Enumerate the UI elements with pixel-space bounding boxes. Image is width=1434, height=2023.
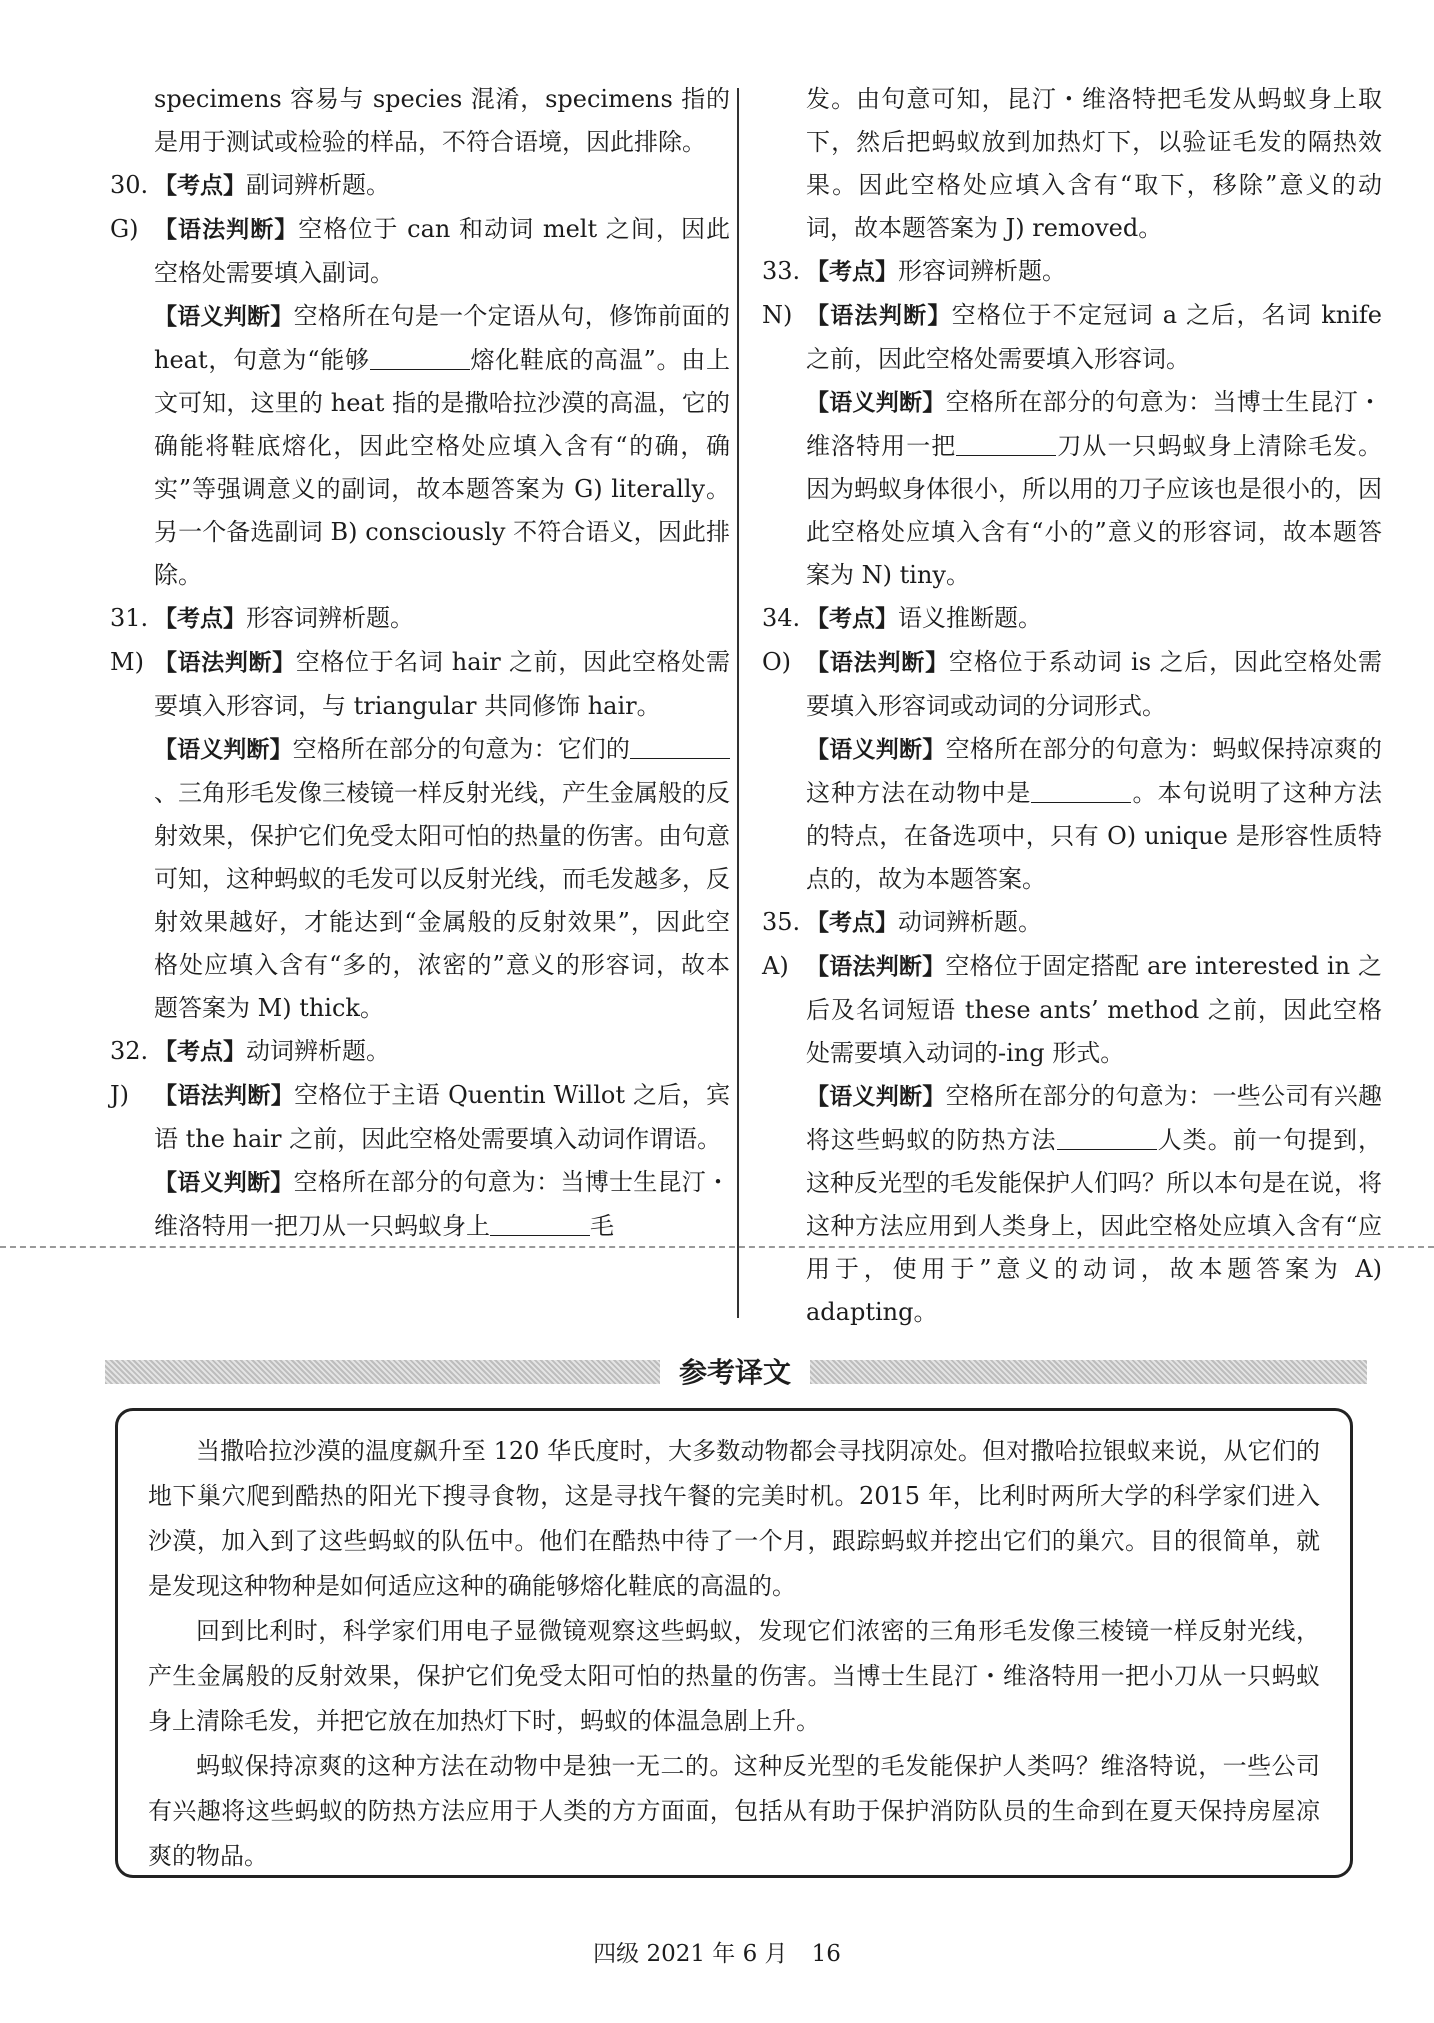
- column-divider: [737, 88, 739, 1318]
- page-footer: [0, 1935, 1434, 1968]
- grammar-tag: 【语法判断】: [154, 650, 296, 676]
- question-33: [762, 250, 1382, 597]
- answer-letter: M): [110, 648, 144, 676]
- question-30: [110, 164, 730, 597]
- translation-paragraph-3: 蚂蚁保持凉爽的这种方法在动物中是独一无二的。这种反光型的毛发能保护人类吗？维洛特说，一些公司有兴趣将这些蚂蚁的防热方法应用于人类的方方面面，包括从有助于保护消防队员的生命到在夏天保持房屋凉爽的物品。: [148, 1752, 1320, 1870]
- grammar-text: 空格位于系动词 is 之后，因此空格处需要填入形容词或动词的分词形式。: [806, 648, 1383, 720]
- answer-blank: [956, 431, 1056, 456]
- answer-blank: [490, 1211, 590, 1236]
- continuation-text: 发。由句意可知，昆汀・维洛特把毛发从蚂蚁身上取下，然后把蚂蚁放到加热灯下，以验证毛发的隔热效果。因此空格处应填入含有“取下，移除”意义的动词，故本题答案为 J) removed。: [806, 85, 1382, 242]
- point-tag: 【考点】: [154, 1039, 246, 1065]
- question-type: 副词辨析题。: [246, 171, 390, 199]
- grammar-text: 空格位于主语 Quentin Willot 之后，宾语 the hair 之前，因此空格处需要填入动词作谓语。: [154, 1081, 731, 1153]
- point-tag: 【考点】: [154, 606, 246, 632]
- exam-label: 四级 2021 年 6 月: [593, 1941, 788, 1967]
- point-tag: 【考点】: [806, 606, 898, 632]
- question-number: 31.: [110, 604, 149, 632]
- meaning-text-b: 。本句说明了这种方法的特点，在备选项中，只有 O) unique 是形容性质特点的，故为本题答案。: [806, 779, 1383, 893]
- translation-banner: [105, 1353, 1367, 1393]
- meaning-text-a: 空格所在部分的句意为：蚂蚁保持凉爽的这种方法在动物中是: [806, 735, 1383, 807]
- point-tag: 【考点】: [806, 259, 898, 285]
- question-number: 30.: [110, 171, 149, 199]
- meaning-text-b: 刀从一只蚂蚁身上清除毛发。因为蚂蚁身体很小，所以用的刀子应该也是很小的，因此空格处应填入含有“小的”意义的形容词，故本题答案为 N) tiny。: [806, 432, 1383, 589]
- question-35: [762, 901, 1382, 1334]
- page-number: 16: [811, 1941, 841, 1967]
- meaning-tag: 【语义判断】: [154, 304, 294, 330]
- right-column: [762, 78, 1382, 1334]
- continuation-text: specimens 容易与 species 混淆，specimens 指的是用于测试或检验的样品，不符合语境，因此排除。: [154, 85, 730, 156]
- question-31: [110, 597, 730, 1030]
- question-type: 动词辨析题。: [246, 1037, 390, 1065]
- grammar-text: 空格位于不定冠词 a 之后，名词 knife 之前，因此空格处需要填入形容词。: [806, 301, 1382, 373]
- grammar-text: 空格位于名词 hair 之前，因此空格处需要填入形容词，与 triangular 共同修饰 hair。: [154, 648, 731, 720]
- meaning-text-a: 空格所在部分的句意为：当博士生昆汀・维洛特用一把: [806, 388, 1383, 460]
- question-type: 动词辨析题。: [898, 908, 1042, 936]
- meaning-tag: 【语义判断】: [154, 1170, 294, 1196]
- meaning-text-a: 空格所在句是一个定语从句，修饰前面的 heat，句意为“能够: [154, 302, 731, 374]
- meaning-tag: 【语义判断】: [806, 390, 946, 416]
- left-column: [110, 78, 730, 1248]
- answer-letter: G): [110, 215, 139, 243]
- meaning-text-b: 人类。前一句提到，这种反光型的毛发能保护人们吗？所以本句是在说，将这种方法应用到人类身上，因此空格处应填入含有“应用于，使用于”意义的动词，故本题答案为 A) adapting。: [806, 1126, 1383, 1326]
- grammar-tag: 【语法判断】: [154, 217, 299, 243]
- meaning-text-a: 空格所在部分的句意为：当博士生昆汀・维洛特用一把刀从一只蚂蚁身上: [154, 1168, 731, 1240]
- meaning-text-a: 空格所在部分的句意为：一些公司有兴趣将这些蚂蚁的防热方法: [806, 1082, 1383, 1154]
- question-number: 32.: [110, 1037, 149, 1065]
- answer-letter: N): [762, 301, 793, 329]
- point-tag: 【考点】: [154, 173, 246, 199]
- meaning-tag: 【语义判断】: [806, 1084, 946, 1110]
- translation-paragraph-2: 回到比利时，科学家们用电子显微镜观察这些蚂蚁，发现它们浓密的三角形毛发像三棱镜一样反射光线，产生金属般的反射效果，保护它们免受太阳可怕的热量的伤害。当博士生昆汀・维洛特用一把小刀从一只蚂蚁身上清除毛发，并把它放在加热灯下时，蚂蚁的体温急剧上升。: [148, 1617, 1320, 1735]
- translation-paragraph-1: 当撒哈拉沙漠的温度飙升至 120 华氏度时，大多数动物都会寻找阴凉处。但对撒哈拉银蚁来说，从它们的地下巢穴爬到酷热的阳光下搜寻食物，这是寻找午餐的完美时机。2015 年，比利时两所大学的科学家们进入沙漠，加入到了这些蚂蚁的队伍中。他们在酷热中待了一个月，跟踪蚂蚁并挖出它们的巢穴。目的很简单，就是发现这种物种是如何适应这种的确能够熔化鞋底的高温的。: [148, 1437, 1320, 1600]
- answer-blank: [370, 345, 470, 370]
- answer-letter: O): [762, 648, 792, 676]
- grammar-tag: 【语法判断】: [154, 1083, 295, 1109]
- answer-blank: [630, 734, 730, 759]
- banner-pattern-left: [105, 1360, 660, 1384]
- question-type: 形容词辨析题。: [898, 257, 1066, 285]
- translation-box: [115, 1408, 1353, 1878]
- grammar-text: 空格位于固定搭配 are interested in 之后及名词短语 these ants’ method 之前，因此空格处需要填入动词的-ing 形式。: [806, 952, 1382, 1067]
- answer-blank: [1057, 1125, 1157, 1150]
- answer-blank: [1031, 778, 1131, 803]
- fold-dashed-line: [0, 1246, 1434, 1248]
- meaning-tag: 【语义判断】: [154, 737, 293, 763]
- meaning-text-a: 空格所在部分的句意为：它们的: [292, 735, 631, 763]
- question-type: 形容词辨析题。: [246, 604, 414, 632]
- meaning-text-b: 毛: [590, 1212, 614, 1240]
- question-34: [762, 597, 1382, 901]
- answer-letter: A): [762, 952, 789, 980]
- answer-letter: J): [110, 1081, 129, 1109]
- translation-title: 参考译文: [678, 1356, 791, 1389]
- banner-pattern-right: [810, 1360, 1367, 1384]
- meaning-text-b: 熔化鞋底的高温”。由上文可知，这里的 heat 指的是撒哈拉沙漠的高温，它的确能将鞋底熔化，因此空格处应填入含有“的确，确实”等强调意义的副词，故本题答案为 G) literally。另一个备选副词 B) consciously 不符合语义，因此排除。: [154, 346, 730, 589]
- meaning-text-b: 、三角形毛发像三棱镜一样反射光线，产生金属般的反射效果，保护它们免受太阳可怕的热量的伤害。由句意可知，这种蚂蚁的毛发可以反射光线，而毛发越多，反射效果越好，才能达到“金属般的反射效果”，因此空格处应填入含有“多的，浓密的”意义的形容词，故本题答案为 M) thick。: [154, 779, 730, 1022]
- meaning-tag: 【语义判断】: [806, 737, 946, 763]
- question-number: 35.: [762, 908, 801, 936]
- question-number: 33.: [762, 257, 801, 285]
- question-32: [110, 1030, 730, 1248]
- question-type: 语义推断题。: [898, 604, 1042, 632]
- grammar-text: 空格位于 can 和动词 melt 之间，因此空格处需要填入副词。: [154, 215, 730, 287]
- grammar-tag: 【语法判断】: [806, 650, 949, 676]
- grammar-tag: 【语法判断】: [806, 303, 952, 329]
- grammar-tag: 【语法判断】: [806, 954, 946, 980]
- question-number: 34.: [762, 604, 801, 632]
- point-tag: 【考点】: [806, 910, 898, 936]
